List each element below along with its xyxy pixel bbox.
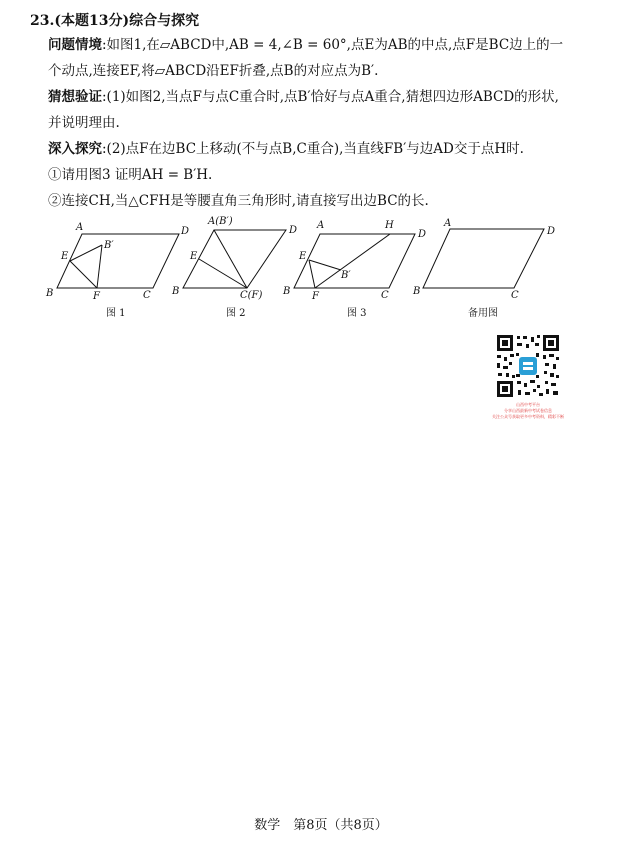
fig3-label-e: E	[299, 251, 307, 262]
conjecture-verification	[48, 84, 568, 136]
fig2-label-d: D	[289, 225, 298, 236]
figure-3	[294, 234, 415, 288]
fig3-label-c: C	[381, 290, 389, 301]
fig3-label-a: A	[317, 220, 325, 231]
fig1-label-a: A	[76, 222, 84, 233]
fig3-segment-eb1	[309, 260, 341, 270]
fig2-label-e: E	[190, 251, 198, 262]
fig4-parallelogram	[423, 229, 544, 288]
fig1-label-bprime: B′	[104, 240, 114, 251]
qr-code	[495, 333, 561, 399]
conjecture-text: :(1)如图2,当点F与点C重合时,点B′恰好与点A重合,猜想四边形ABCD的形状,并说明理由.	[48, 89, 559, 131]
sub-question-1: ①请用图3 证明AH = B′H.	[48, 167, 213, 183]
fig2-parallelogram	[183, 230, 286, 288]
fig1-caption: 图 1	[106, 308, 126, 319]
sub-question-2: ②连接CH,当△CFH是等腰直角三角形时,请直接写出边BC的长.	[48, 193, 429, 209]
explore-text: :(2)点F在边BC上移动(不与点B,C重合),当直线FB′与边AD交于点H时.	[102, 141, 524, 157]
figures-svg	[0, 212, 642, 328]
figure-2	[183, 230, 286, 288]
fig4-label-b: B	[413, 286, 421, 297]
fig1-segment-ef	[70, 261, 97, 288]
qr-code-svg	[495, 333, 561, 399]
deep-exploration	[48, 136, 568, 162]
fig1-label-d: D	[181, 226, 190, 237]
fig2-segment-ac	[214, 230, 247, 288]
fig1-segment-b1f	[97, 245, 102, 288]
fig3-label-h: H	[385, 220, 394, 231]
figures-row	[0, 212, 642, 328]
fig1-label-f: F	[93, 291, 100, 302]
qr-logo-icon	[519, 357, 537, 375]
qr-caption-line-2: 分享山西最新中考试卷信息	[504, 408, 552, 413]
fig4-label-a: A	[444, 218, 452, 229]
problem-situation	[48, 32, 568, 84]
question-heading	[30, 10, 199, 30]
explore-label: 深入探究	[48, 141, 102, 157]
fig1-parallelogram	[57, 234, 179, 288]
qr-caption	[480, 402, 576, 420]
fig2-label-a: A(B′)	[208, 216, 233, 227]
fig1-segment-eb1	[70, 245, 102, 261]
page-footer: 数学 第8页（共8页）	[254, 818, 388, 833]
fig3-caption: 图 3	[347, 308, 367, 319]
fig4-caption: 备用图	[468, 308, 498, 319]
fig2-label-b: B	[172, 286, 180, 297]
fig3-label-f: F	[312, 291, 319, 302]
fig4-label-d: D	[547, 226, 556, 237]
fig1-label-b: B	[46, 288, 54, 299]
qr-caption-line-3: 关注公众号获取更多中考资料，精彩不断	[492, 414, 564, 419]
situation-label: 问题情境	[48, 37, 102, 53]
fig1-label-e: E	[61, 251, 69, 262]
question-number: 23.	[30, 13, 55, 29]
fig2-segment-ec	[199, 259, 247, 288]
fig3-segment-ef	[309, 260, 315, 288]
qr-caption-line-1: 山西中考平台	[516, 402, 540, 407]
fig2-label-c: C(F)	[240, 290, 263, 301]
fig1-label-c: C	[143, 290, 151, 301]
fig3-label-d: D	[418, 229, 427, 240]
fig3-label-bprime: B′	[341, 270, 351, 281]
fig2-caption: 图 2	[226, 308, 246, 319]
situation-text: :如图1,在▱ABCD中,AB = 4,∠B = 60°,点E为AB的中点,点F是BC边上的一个动点,连接EF,将▱ABCD沿EF折叠,点B的对应点为B′.	[48, 37, 564, 79]
question-title: (本题13分)综合与探究	[54, 13, 200, 29]
conjecture-label: 猜想验证	[48, 89, 102, 105]
fig4-label-c: C	[511, 290, 519, 301]
figure-1	[57, 234, 179, 288]
fig3-label-b: B	[283, 286, 291, 297]
fig3-segment-fh	[315, 234, 390, 288]
figure-4	[423, 229, 544, 288]
